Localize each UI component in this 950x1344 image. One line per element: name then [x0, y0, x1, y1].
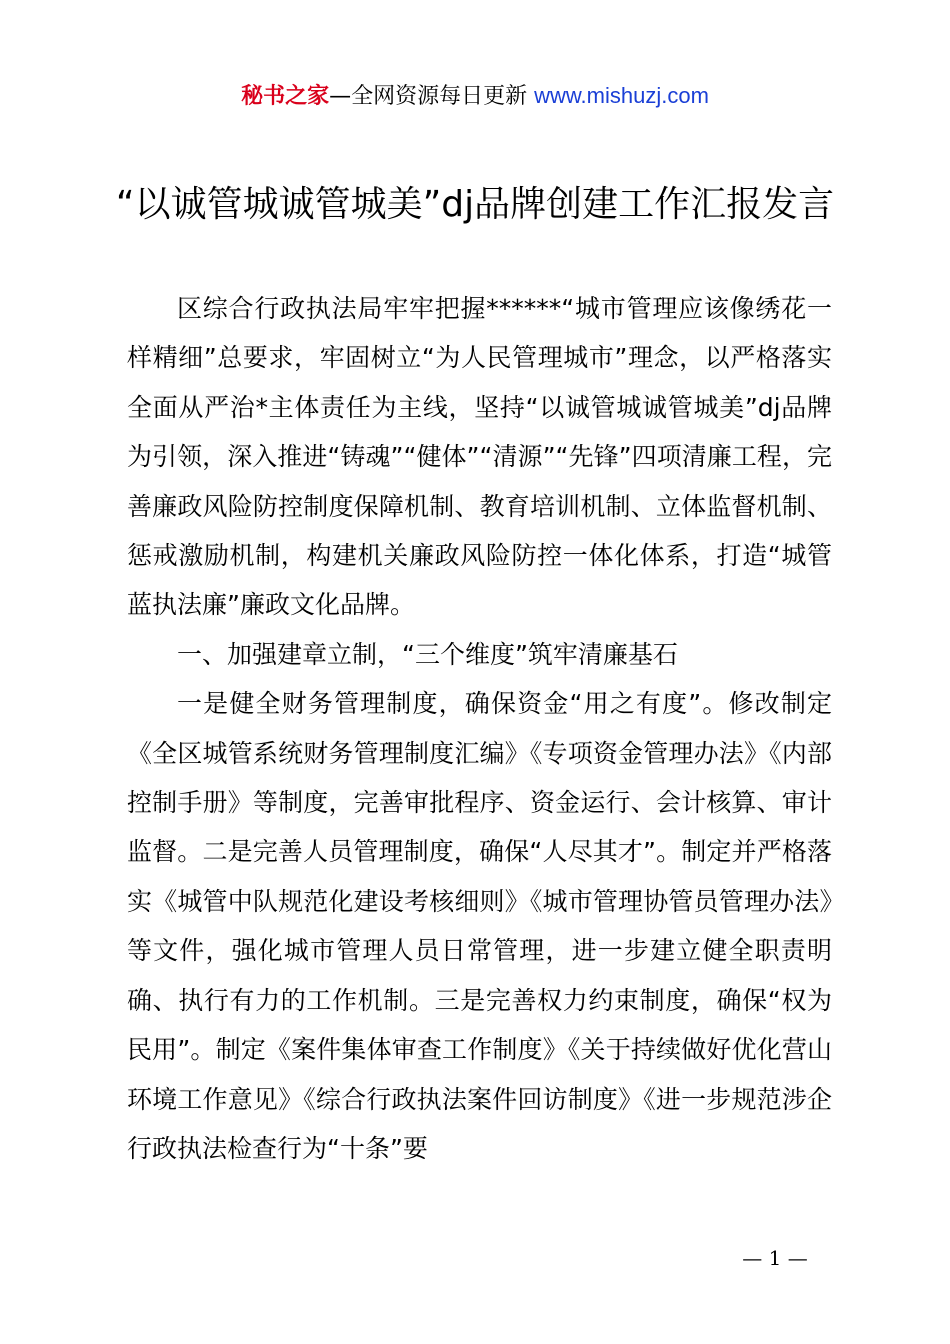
banner-brand: 秘书之家: [241, 84, 330, 109]
banner-url[interactable]: www.mishuzj.com: [534, 83, 709, 108]
page-number: — 1 —: [742, 1246, 808, 1270]
paragraph-section-1: 一是健全财务管理制度，确保资金“用之有度”。修改制定《全区城管系统财务管理制度汇编》《专项资金管理办法》《内部控制手册》等制度，完善审批程序、资金运行、会计核算、审计监督。二是完善人员管理制度，确保“人尽其才”。制定并严格落实《城管中队规范化建设考核细则》《城市管理协管员管理办法》等文件，强化城市管理人员日常管理，进一步建立健全职责明确、执行有力的工作机制。三是完善权力约束制度，确保“权为民用”。制定《案件集体审查工作制度》《关于持续做好优化营山环境工作意见》《综合行政执法案件回访制度》《进一步规范涉企行政执法检查行为“十条”要: [127, 689, 832, 1163]
site-banner: [0, 80, 950, 113]
document-title: “以诚管城诚管城美”dj品牌创建工作汇报发言: [115, 184, 835, 225]
banner-tagline: —全网资源每日更新: [329, 84, 535, 109]
paragraph-intro: 区综合行政执法局牢牢把握******“城市管理应该像绣花一样精细”总要求，牢固树立“为人民管理城市”理念，以严格落实全面从严治*主体责任为主线，坚持“以诚管城诚管城美”dj品牌为引领，深入推进“铸魂”“健体”“清源”“先锋”四项清廉工程，完善廉政风险防控制度保障机制、教育培训机制、立体监督机制、惩戒激励机制，构建机关廉政风险防控一体化体系，打造“城管蓝执法廉”廉政文化品牌。: [127, 294, 832, 620]
section-heading-1: 一、加强建章立制，“三个维度”筑牢清廉基石: [177, 639, 678, 669]
document-body: [127, 284, 832, 1173]
